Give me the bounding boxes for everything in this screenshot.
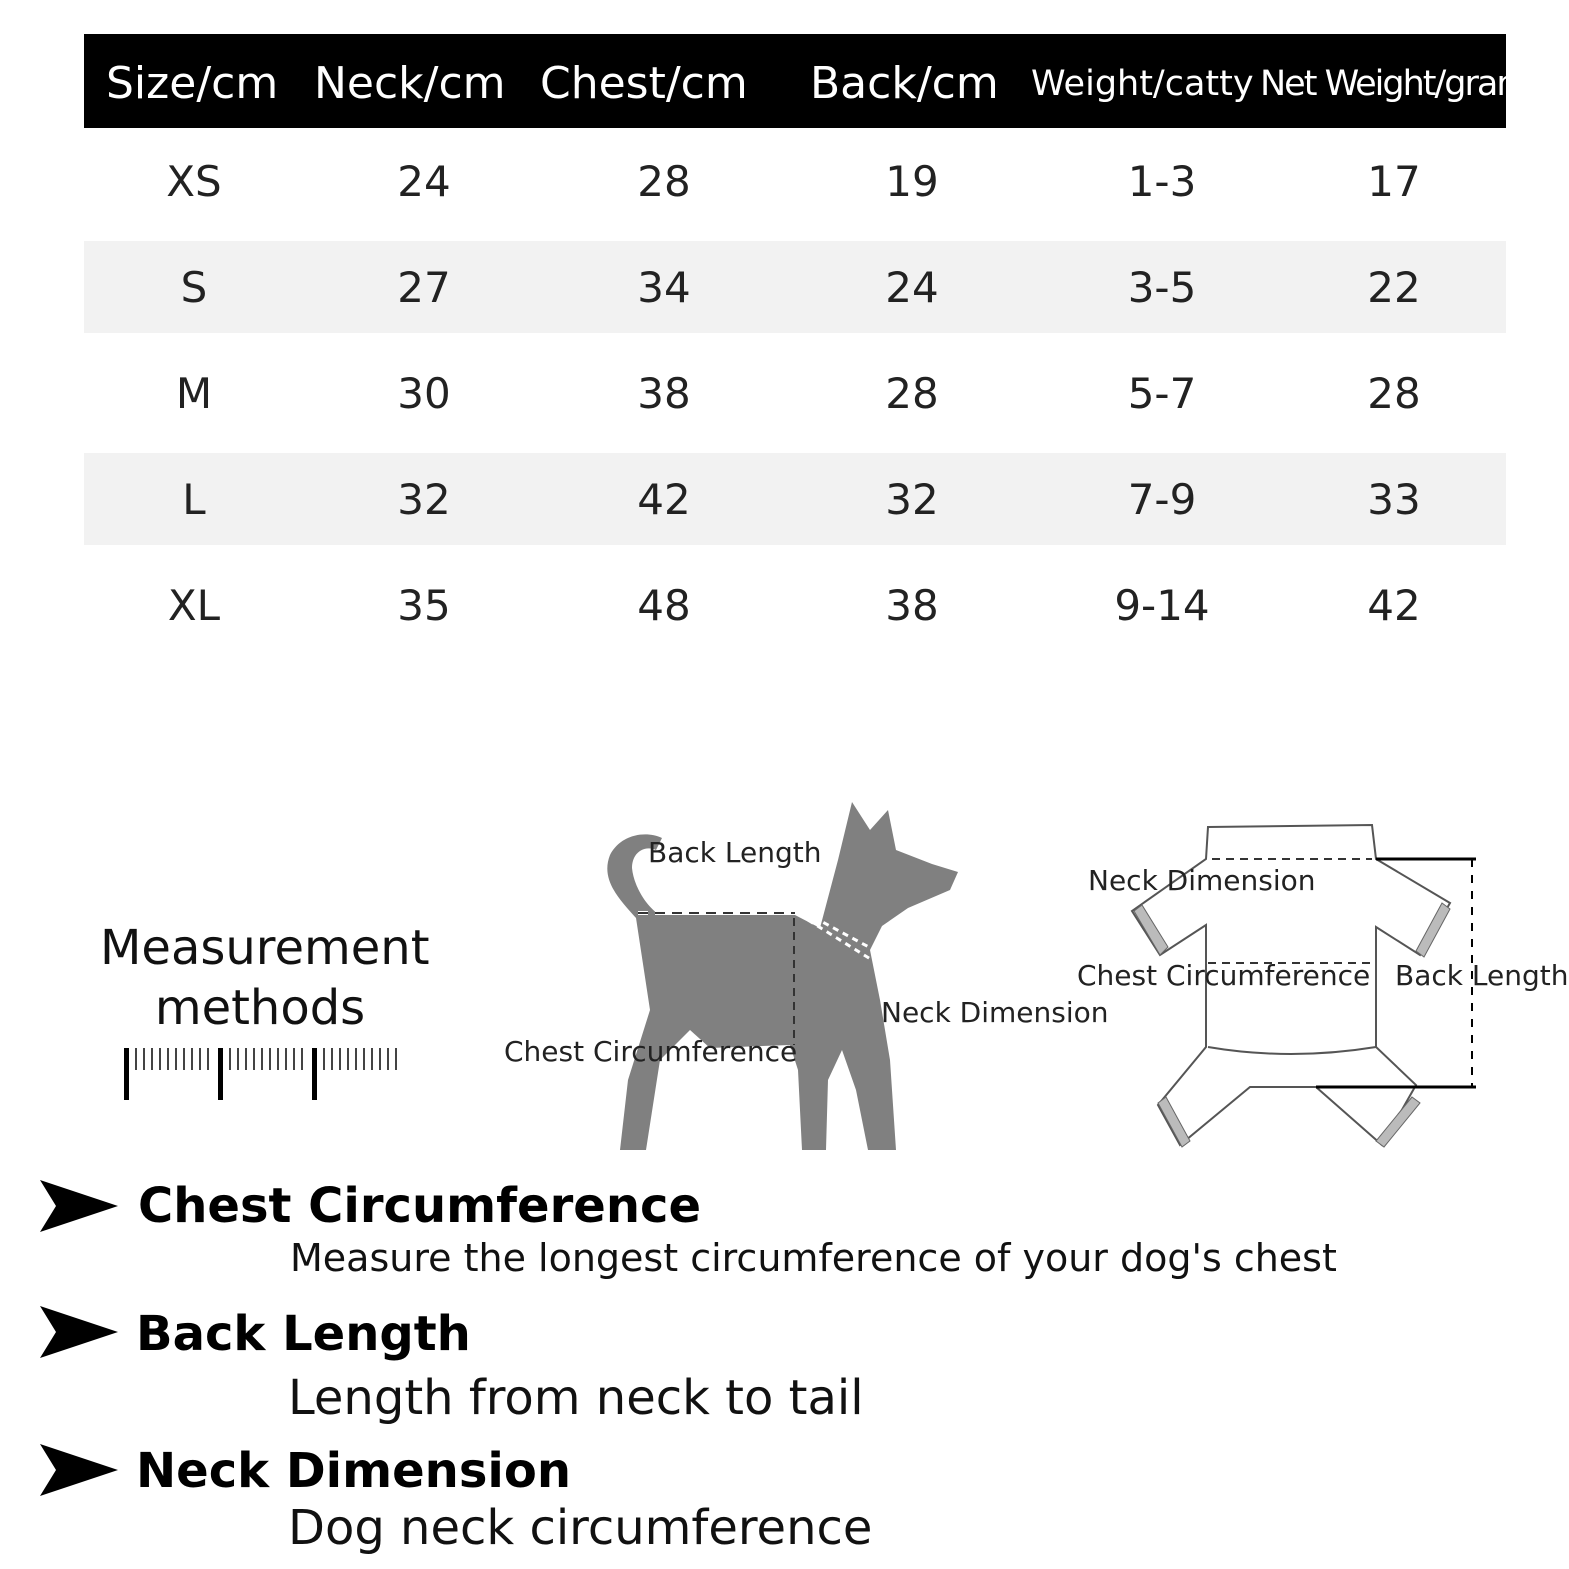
cell-neck: 24 <box>397 156 451 206</box>
arrow-bullet-icon <box>38 1178 120 1234</box>
ruler-icon <box>120 1044 410 1104</box>
cell-net-weight: 22 <box>1367 262 1421 312</box>
garment-back-length-label: Back Length <box>1395 959 1569 992</box>
cell-net-weight: 28 <box>1367 368 1421 418</box>
header-chest: Chest/cm <box>540 58 748 109</box>
guide-neck-title: Neck Dimension <box>136 1443 572 1499</box>
cell-neck: 32 <box>397 474 451 524</box>
cell-weight: 7-9 <box>1127 474 1197 524</box>
measurement-title-line2: methods <box>154 980 366 1036</box>
cell-back: 28 <box>885 368 939 418</box>
measurement-methods-title <box>100 918 430 1038</box>
cell-chest: 34 <box>637 262 691 312</box>
cell-size: L <box>182 474 206 524</box>
cell-chest: 28 <box>637 156 691 206</box>
header-back: Back/cm <box>810 58 999 109</box>
cell-back: 38 <box>885 580 939 630</box>
cell-weight: 1-3 <box>1127 156 1197 206</box>
table-header <box>84 34 1529 128</box>
cell-net-weight: 17 <box>1367 156 1421 206</box>
cell-back: 24 <box>885 262 939 312</box>
cell-weight: 9-14 <box>1114 580 1210 630</box>
dog-chest-circumference-label: Chest Circumference <box>504 1035 798 1068</box>
cell-chest: 42 <box>637 474 691 524</box>
cell-size: S <box>180 262 208 312</box>
table-row <box>84 340 1506 446</box>
header-size: Size/cm <box>106 58 279 109</box>
measurement-title-line1: Measurement <box>100 920 430 976</box>
header-weight: Weight/catty <box>1031 64 1254 104</box>
garment-neck-dimension-label: Neck Dimension <box>1088 864 1316 897</box>
cell-back: 19 <box>885 156 939 206</box>
cell-weight: 3-5 <box>1127 262 1197 312</box>
cell-neck: 30 <box>397 368 451 418</box>
header-net-weight: Net Weight/gram <box>1260 64 1529 104</box>
cell-weight: 5-7 <box>1127 368 1197 418</box>
cell-size: XL <box>167 580 221 630</box>
table-row <box>84 241 1506 333</box>
cell-neck: 27 <box>397 262 451 312</box>
size-table <box>84 34 1529 658</box>
dog-back-length-label: Back Length <box>648 836 822 869</box>
table-row <box>84 453 1506 545</box>
table-row <box>84 128 1506 234</box>
guide-back-desc: Length from neck to tail <box>288 1370 864 1426</box>
guide-chest-title: Chest Circumference <box>138 1178 702 1234</box>
guide-chest-desc: Measure the longest circumference of your dog's chest <box>290 1236 1337 1280</box>
dog-neck-dimension-label: Neck Dimension <box>881 996 1109 1029</box>
cell-size: M <box>175 368 213 418</box>
cell-back: 32 <box>885 474 939 524</box>
header-neck: Neck/cm <box>314 58 506 109</box>
cell-size: XS <box>166 156 222 206</box>
cell-net-weight: 42 <box>1367 580 1421 630</box>
cell-net-weight: 33 <box>1367 474 1421 524</box>
arrow-bullet-icon <box>38 1442 120 1498</box>
guide-neck-desc: Dog neck circumference <box>288 1500 873 1556</box>
garment-chest-circumference-label: Chest Circumference <box>1077 959 1371 992</box>
cell-chest: 48 <box>637 580 691 630</box>
arrow-bullet-icon <box>38 1304 120 1360</box>
guide-back-title: Back Length <box>136 1306 471 1362</box>
cell-chest: 38 <box>637 368 691 418</box>
cell-neck: 35 <box>397 580 451 630</box>
table-row <box>84 552 1506 658</box>
